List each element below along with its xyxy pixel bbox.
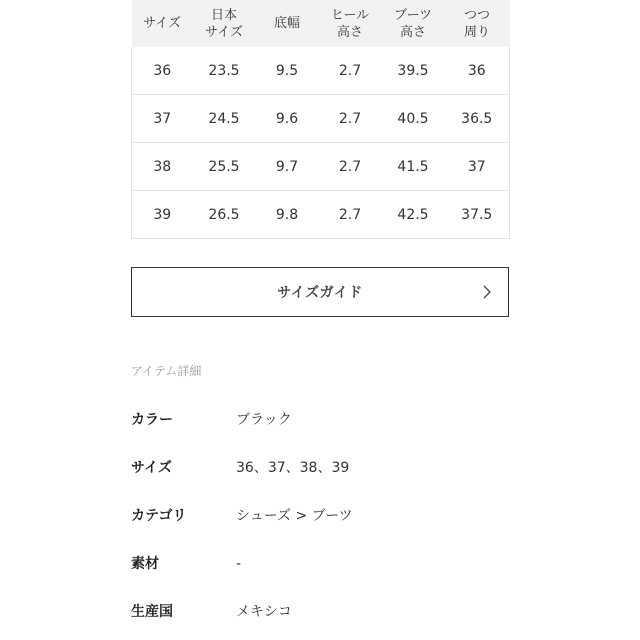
table-row — [132, 47, 510, 95]
table-cell: 36.5 — [445, 95, 510, 143]
header-japan-size: 日本 サイズ — [193, 0, 256, 47]
table-cell: 36 — [445, 47, 510, 95]
size-guide-button[interactable] — [131, 267, 509, 317]
item-details-heading: アイテム詳細 — [131, 364, 202, 378]
detail-value: - — [236, 556, 242, 572]
header-boot-height: ブーツ 高さ — [382, 0, 445, 47]
table-cell: 39.5 — [382, 47, 445, 95]
table-cell: 39 — [132, 191, 193, 239]
detail-value: 36、37、38、39 — [236, 460, 350, 476]
table-row — [132, 95, 510, 143]
header-sole-width: 底幅 — [256, 0, 319, 47]
size-table — [131, 0, 510, 239]
table-cell: 9.6 — [256, 95, 319, 143]
detail-value: メキシコ — [236, 604, 292, 620]
table-cell: 2.7 — [319, 191, 382, 239]
table-cell: 37.5 — [445, 191, 510, 239]
detail-label: サイズ — [131, 460, 172, 476]
chevron-right-icon — [480, 285, 494, 299]
detail-label: 生産国 — [131, 604, 173, 620]
table-cell: 41.5 — [382, 143, 445, 191]
table-cell: 38 — [132, 143, 193, 191]
table-cell: 26.5 — [193, 191, 256, 239]
detail-label: 素材 — [131, 556, 159, 572]
table-cell: 24.5 — [193, 95, 256, 143]
table-cell: 25.5 — [193, 143, 256, 191]
table-cell: 23.5 — [193, 47, 256, 95]
detail-value: シューズ > ブーツ — [236, 508, 353, 524]
header-heel-height: ヒール 高さ — [319, 0, 382, 47]
table-cell: 2.7 — [319, 95, 382, 143]
detail-label: カテゴリ — [131, 508, 187, 524]
table-cell: 40.5 — [382, 95, 445, 143]
table-row — [132, 191, 510, 239]
table-cell: 42.5 — [382, 191, 445, 239]
size-table-header — [132, 0, 510, 47]
table-cell: 9.7 — [256, 143, 319, 191]
size-guide-label: サイズガイド — [277, 285, 363, 301]
table-cell: 9.5 — [256, 47, 319, 95]
header-size: サイズ — [132, 0, 193, 47]
table-cell: 2.7 — [319, 47, 382, 95]
table-cell: 2.7 — [319, 143, 382, 191]
table-cell: 37 — [132, 95, 193, 143]
table-cell: 37 — [445, 143, 510, 191]
table-row — [132, 143, 510, 191]
detail-label: カラー — [131, 412, 173, 428]
table-cell: 9.8 — [256, 191, 319, 239]
header-shaft-circumference: つつ 周り — [445, 0, 510, 47]
detail-value: ブラック — [236, 412, 292, 428]
table-cell: 36 — [132, 47, 193, 95]
